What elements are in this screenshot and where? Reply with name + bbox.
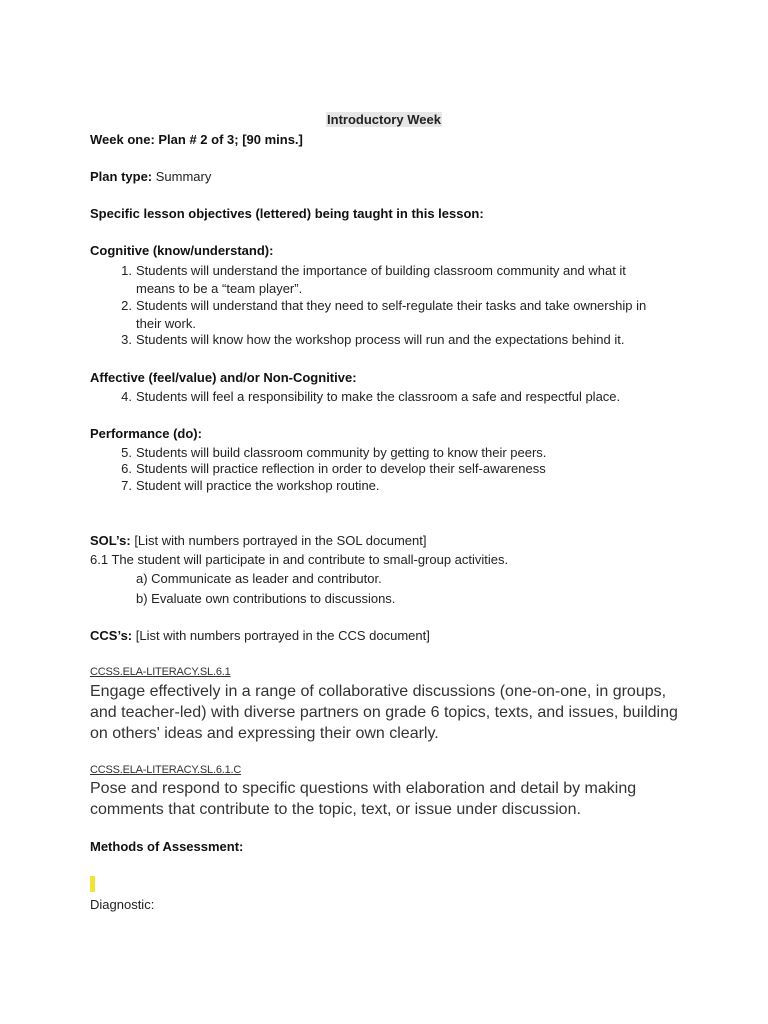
highlight-marker bbox=[90, 876, 95, 892]
sols-line: SOL’s: [List with numbers portrayed in the SOL document] bbox=[90, 533, 427, 548]
ccss-standard-link[interactable]: CCSS.ELA-LITERACY.SL.6.1 bbox=[90, 666, 231, 678]
ccss-standard-link[interactable]: CCSS.ELA-LITERACY.SL.6.1.C bbox=[90, 764, 242, 776]
page-title: Introductory Week bbox=[327, 112, 441, 127]
list-item-continuation: their work. bbox=[136, 316, 196, 331]
ccss-standard-text: Pose and respond to specific questions with elaboration and detail by making comments that contribute to the topic, text, or issue under discussion. bbox=[90, 780, 637, 818]
week-line: Week one: Plan # 2 of 3; [90 mins.] bbox=[90, 132, 303, 147]
assessment-heading: Methods of Assessment: bbox=[90, 839, 244, 854]
diagnostic-label: Diagnostic: bbox=[90, 897, 155, 912]
cognitive-heading: Cognitive (know/understand): bbox=[90, 243, 274, 258]
list-item-continuation: means to be a “team player”. bbox=[136, 281, 303, 296]
affective-heading: Affective (feel/value) and/or Non-Cognitive: bbox=[90, 370, 357, 385]
sol-sub-item: a) Communicate as leader and contributor. bbox=[136, 571, 382, 586]
objectives-heading: Specific lesson objectives (lettered) being taught in this lesson: bbox=[90, 206, 484, 221]
document-page: Introductory Week Week one: Plan # 2 of 3; [90 mins.] Plan type: Summary Specific lesson objectives (lettered) being taught in this lesson: Cognitive (know/understand): 1. Students will understand the importance of building classroom community and what it means to be a “team player”. 2. Students will understand that they need to self-regulate their tasks and take ownership in their work. 3. Students will know how the workshop process will run and the expectations behind it. Affective (feel/value) and/or Non-Cognitive: 4. Students will feel a responsibility to make the classroom a safe and respectful place. Performance (do): 5. Students will build classroom community by getting to know their peers. 6. Students will practice reflection in order to develop their self-awareness 7. Student will practice the workshop routine. SOL’s: [List with numbers portrayed in the SOL document] 6.1 The student will participate in and contribute to small-group activities. a) Communicate as leader and contributor. b) Evaluate own contributions to discussions. CCS’s: [List with numbers portrayed in the CCS document] CCSS.ELA-LITERACY.SL.6.1 Engage effectively in a range of collaborative discussions (one-on-one, in groups, and teacher-led) with diverse partners on grade 6 topics, texts, and issues, building on others' ideas and expressing their own clearly. CCSS.ELA-LITERACY.SL.6.1.C Pose and respond to specific questions with elaboration and detail by making comments that contribute to the topic, text, or issue under discussion. Methods of Assessment: Diagnostic: bbox=[0, 0, 768, 1024]
sol-sub-item: b) Evaluate own contributions to discussions. bbox=[136, 591, 396, 606]
performance-heading: Performance (do): bbox=[90, 426, 202, 441]
plan-type-line: Plan type: Summary bbox=[90, 169, 212, 184]
ccss-line: CCS’s: [List with numbers portrayed in the CCS document] bbox=[90, 628, 430, 643]
ccss-standard-text: Engage effectively in a range of collaborative discussions (one-on-one, in groups, and teacher-led) with diverse partners on grade 6 topics, texts, and issues, building on others' ideas and expressing their own clearly. bbox=[90, 683, 678, 742]
sol-standard: 6.1 The student will participate in and contribute to small-group activities. bbox=[90, 552, 509, 567]
